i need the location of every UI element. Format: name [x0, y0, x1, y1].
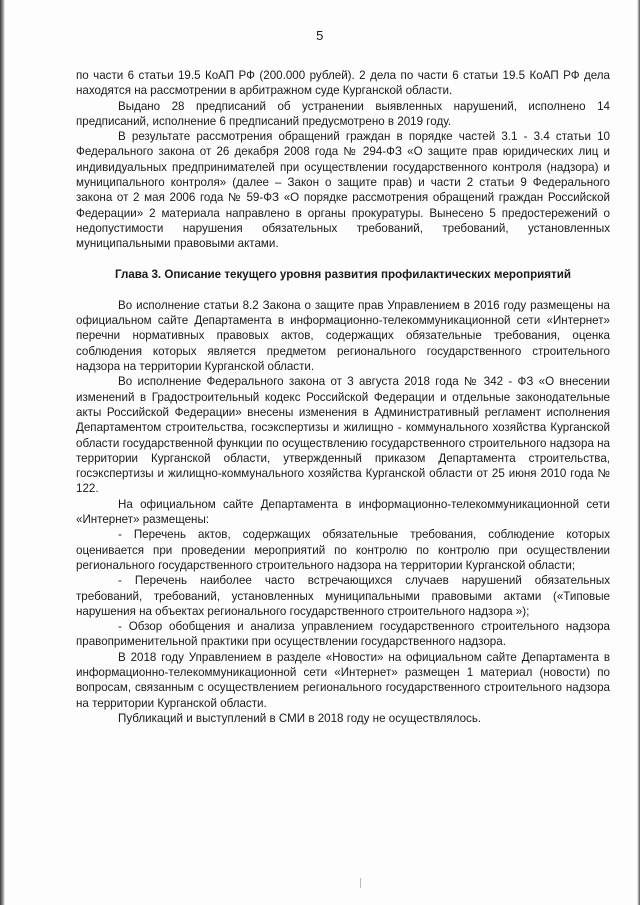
paragraph: Выдано 28 предписаний об устранении выявленных нарушений, исполнено 14 предписаний, исполнение 6 предписаний предусмотрено в 2019 году.: [76, 99, 610, 128]
chapter-heading: Глава 3. Описание текущего уровня развития профилактических мероприятий: [115, 267, 571, 281]
page-number: 5: [316, 28, 324, 43]
list-item: - Перечень актов, содержащих обязательные требования, соблюдение которых оценивается при проведении мероприятий по контролю по контролю при осуществлении регионального государственного строительного надзора на территории Курганской области;: [76, 528, 610, 572]
paragraph: по части 6 статьи 19.5 КоАП РФ (200.000 рублей). 2 дела по части 6 статьи 19.5 КоАП РФ дела находятся на рассмотрении в арбитражном суде Курганской области.: [76, 69, 610, 98]
paragraph: В результате рассмотрения обращений граждан в порядке частей 3.1 - 3.4 статьи 10 Федерального закона от 26 декабря 2008 года № 294-ФЗ «О защите прав юридических лиц и индивидуальных предпринимателей при осуществлении государственного контроля (надзора) и муниципального контроля» (далее – Закон о защите прав) и части 2 статьи 9 Федерального закона от 2 мая 2006 года № 59-ФЗ «О порядке рассмотрения обращений граждан Российской Федерации» 2 материала направлено в органы прокуратуры. Вынесено 5 предостережений о недопустимости нарушения обязательных требований, требований, установленных муниципальными правовыми актами.: [76, 130, 610, 251]
list-item: - Перечень наиболее часто встречающихся случаев нарушений обязательных требований, требований, установленных муниципальными правовыми актами («Типовые нарушения на объектах регионального государственного строительного надзора »);: [76, 574, 610, 618]
paragraph: На официальном сайте Департамента в информационно-телекоммуникационной сети «Интернет» размещены:: [76, 497, 610, 527]
document-body: [76, 68, 610, 726]
scan-artifact: [360, 878, 361, 888]
paragraph: Публикаций и выступлений в СМИ в 2018 году не осуществлялось.: [118, 711, 482, 725]
paragraph: Во исполнение статьи 8.2 Закона о защите прав Управлением в 2016 году размещены на официальном сайте Департамента в информационно-телекоммуникационной сети «Интернет» перечни нормативных правовых актов, содержащих обязательные требования, оценка соблюдения которых является предметом регионального государственного строительного надзора на территории Курганской области.: [76, 298, 610, 374]
paragraph: В 2018 году Управлением в разделе «Новости» на официальном сайте Департамента в информационно-телекоммуникационной сети «Интернет» размещен 1 материал (новости) по вопросам, связанным с осуществлением регионального государственного строительного надзора на территории Курганской области.: [76, 650, 610, 710]
list-item: - Обзор обобщения и анализа управлением государственного строительного надзора правоприменительной практики при осуществлении государственного надзора.: [76, 620, 610, 649]
scan-shadow-left: [0, 0, 5, 905]
paragraph: Во исполнение Федерального закона от 3 августа 2018 года № 342 - ФЗ «О внесении изменений в Градостроительный кодекс Российской Федерации и отдельные законодательные акты Российской Федерации» внесены изменения в Административный регламент исполнения Департаментом строительства, госэкспертизы и жилищно - коммунального хозяйства Курганской области государственной функции по осуществлению государственного строительного надзора на территории Курганской области, утвержденный приказом Департамента строительства, госэкспертизы и жилищно-коммунального хозяйства Курганской области от 25 июня 2010 года № 122.: [76, 375, 610, 496]
